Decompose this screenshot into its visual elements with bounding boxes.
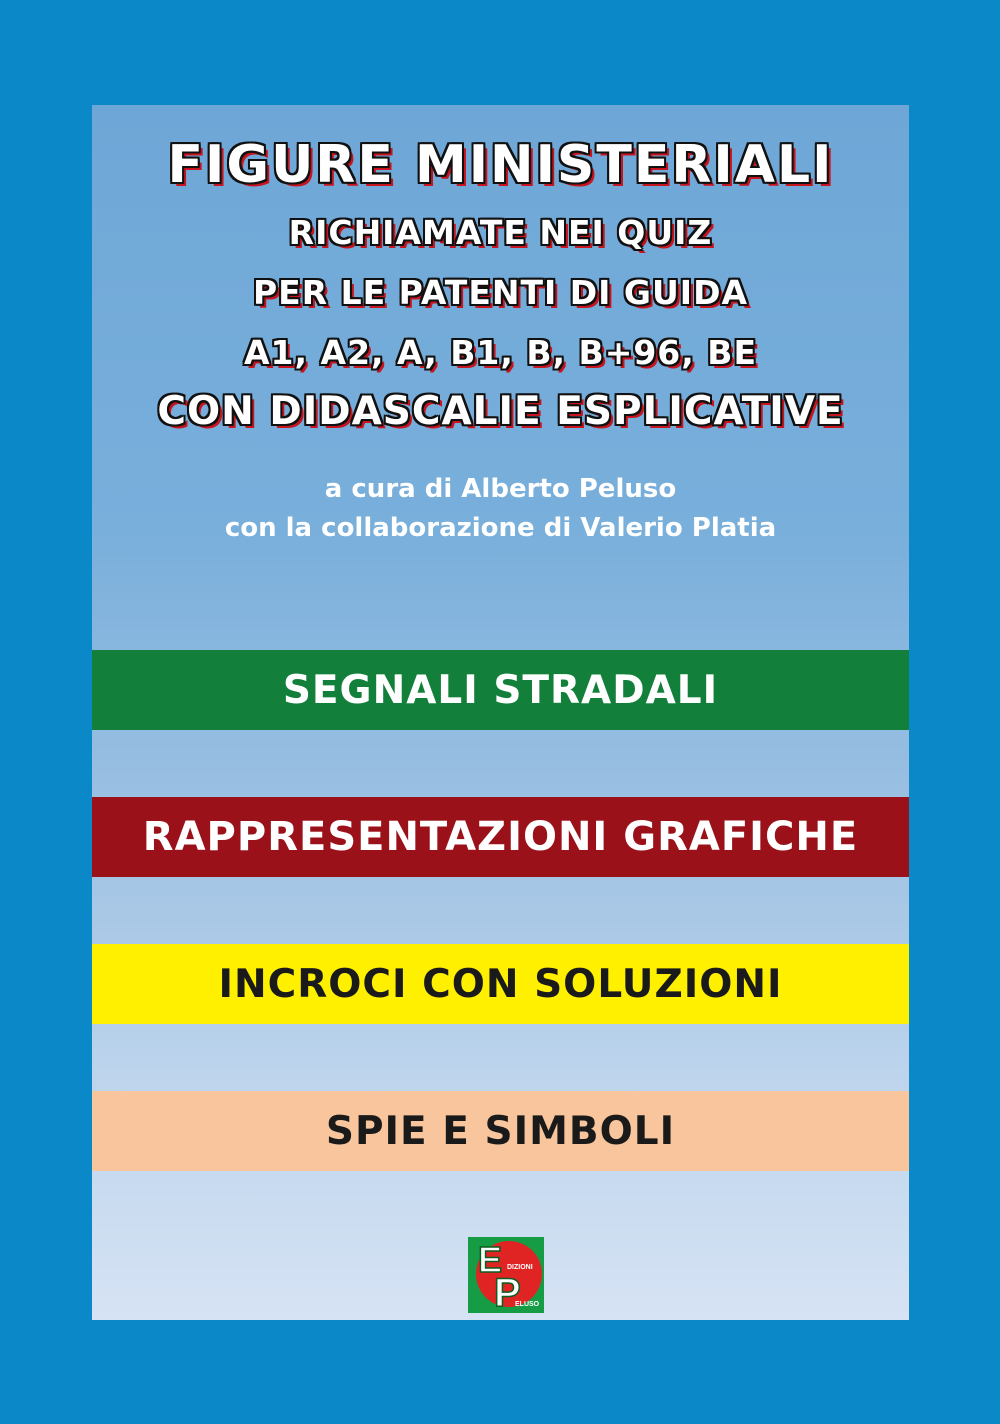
section-band-graphics: RAPPRESENTAZIONI GRAFICHE [92, 797, 909, 877]
logo-letter-e: E [478, 1239, 503, 1280]
cover-title: FIGURE MINISTERIALI [167, 135, 834, 195]
section-band-indicators: SPIE E SIMBOLI [92, 1091, 909, 1171]
section-band-crossroads: INCROCI CON SOLUZIONI [92, 944, 909, 1024]
author-credit: a cura di Alberto Peluso [324, 474, 677, 504]
subtitle-line-4: CON DIDASCALIE ESPLICATIVE [157, 389, 844, 434]
subtitle-line-2: PER LE PATENTI DI GUIDA [252, 273, 749, 312]
publisher-logo [468, 1237, 544, 1313]
logo-word-eluso: ELUSO [515, 1301, 540, 1308]
subtitle-line-1: RICHIAMATE NEI QUIZ [288, 213, 713, 252]
logo-word-dizioni: DIZIONI [507, 1264, 533, 1271]
logo-letter-p: P [494, 1271, 521, 1313]
book-cover [92, 105, 909, 1320]
section-band-road-signs: SEGNALI STRADALI [92, 650, 909, 730]
collaborator-credit: con la collaborazione di Valerio Platia [224, 513, 777, 543]
subtitle-line-3: A1, A2, A, B1, B, B+96, BE [244, 333, 757, 372]
